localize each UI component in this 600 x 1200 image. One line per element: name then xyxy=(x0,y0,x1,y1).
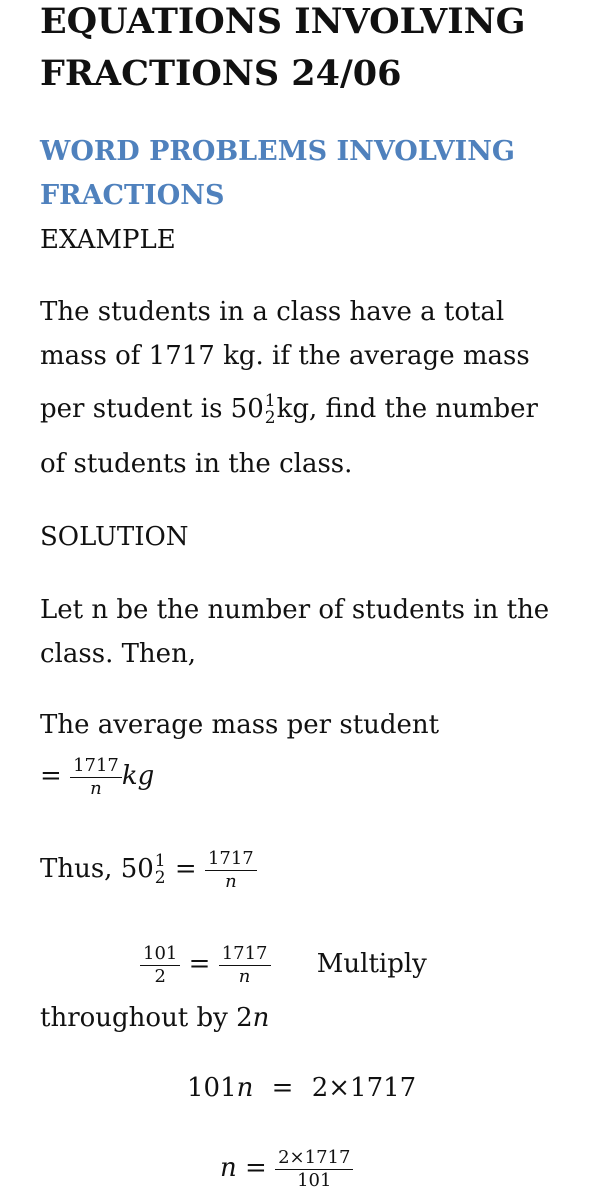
equals-sign: = xyxy=(40,761,62,791)
thus-prefix: Thus, 50 xyxy=(40,854,154,884)
equation-thus xyxy=(40,840,257,898)
variable-n: n xyxy=(220,1153,237,1183)
fraction-1717-over-n xyxy=(70,755,122,800)
let-line-2: class. Then, xyxy=(40,639,197,669)
fraction-2x1717-over-101 xyxy=(275,1147,353,1192)
problem-line-2: mass of 1717 kg. if the average mass xyxy=(40,341,530,371)
problem-line-3-before: per student is 50 xyxy=(40,394,264,424)
mixed-fraction-denominator: 2 xyxy=(154,868,166,888)
problem-line-3-after: kg, find the number xyxy=(276,394,538,424)
equals-sign: = xyxy=(174,854,197,884)
problem-line-3 xyxy=(40,378,538,440)
equation-n-result xyxy=(220,1140,353,1196)
fraction-1717-over-n xyxy=(219,943,271,988)
equation-average-mass xyxy=(40,748,154,804)
throughout-text: throughout by 2 xyxy=(40,1003,253,1033)
fraction-numerator: 101 xyxy=(140,943,180,966)
section-heading xyxy=(40,130,515,218)
average-mass-line: The average mass per student xyxy=(40,710,440,740)
fraction-denominator: 101 xyxy=(297,1169,332,1191)
title-line-2: FRACTIONS 24/06 xyxy=(40,53,402,94)
equals-sign: = xyxy=(188,949,211,979)
fraction-denominator: 2 xyxy=(154,965,166,987)
fraction-numerator: 2×1717 xyxy=(275,1147,353,1170)
fraction-denominator: n xyxy=(225,870,237,892)
page-title xyxy=(40,0,525,100)
problem-line-1: The students in a class have a total xyxy=(40,297,505,327)
problem-line-4: of students in the class. xyxy=(40,449,353,479)
problem-text xyxy=(40,290,538,488)
lhs-coefficient: 101 xyxy=(187,1073,237,1103)
mixed-fraction xyxy=(155,853,166,887)
title-line-1: EQUATIONS INVOLVING xyxy=(40,1,526,42)
mixed-fraction-denominator: 2 xyxy=(264,408,276,428)
let-statement xyxy=(40,588,549,676)
fraction-numerator: 1717 xyxy=(70,755,122,778)
unit-kg: kg xyxy=(121,761,155,791)
fraction-numerator: 1717 xyxy=(205,848,257,871)
variable-n: n xyxy=(252,1003,270,1033)
section-heading-line-1: WORD PROBLEMS INVOLVING xyxy=(40,136,515,167)
equals-sign: = xyxy=(271,1073,294,1103)
variable-n: n xyxy=(236,1073,254,1103)
throughout-line xyxy=(40,996,269,1040)
rhs-product: 2×1717 xyxy=(311,1073,417,1103)
fraction-numerator: 1717 xyxy=(219,943,271,966)
let-line-1: Let n be the number of students in the xyxy=(40,595,550,625)
multiply-note: Multiply xyxy=(316,949,427,979)
fraction-denominator: n xyxy=(90,777,102,799)
solution-label: SOLUTION xyxy=(40,522,189,552)
example-label: EXAMPLE xyxy=(40,225,176,255)
mixed-fraction-numerator: 1 xyxy=(264,391,276,411)
fraction-101-over-2 xyxy=(140,943,180,988)
fraction-1717-over-n xyxy=(205,848,257,893)
fraction-denominator: n xyxy=(238,965,251,987)
equals-sign: = xyxy=(245,1153,267,1183)
mixed-fraction-numerator: 1 xyxy=(154,851,166,871)
section-heading-line-2: FRACTIONS xyxy=(40,180,225,211)
equation-101-over-2 xyxy=(140,936,427,992)
mixed-fraction xyxy=(265,393,276,427)
equation-101n xyxy=(187,1066,416,1110)
